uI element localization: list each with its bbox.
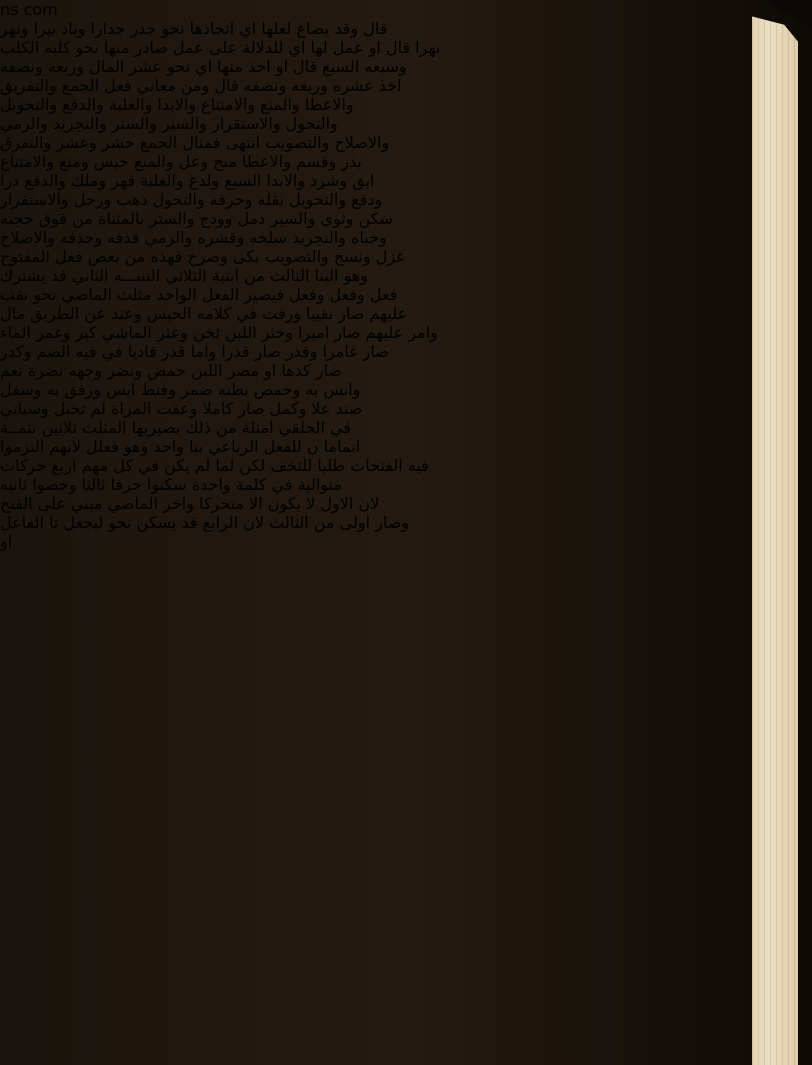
body-text: متوالية في كلمة واحدة سكنوا حرفا ثالثا وخصوا ثانيه <box>0 475 342 494</box>
manuscript-line-6 <box>0 114 812 133</box>
rubricated-text: فمثال <box>182 133 221 152</box>
manuscript-line-21 <box>0 399 812 418</box>
manuscript-line-19 <box>0 361 812 380</box>
binding-edge <box>0 0 14 1065</box>
body-text: والاعطا والمنع والامتناع والابدا والغلبة والدفع والتحويل <box>0 95 354 114</box>
body-text: قد يشترك <box>0 266 72 285</box>
manuscript-line-20 <box>0 380 812 399</box>
manuscript-line-11 <box>0 209 812 228</box>
manuscript-line-25 <box>0 475 812 494</box>
body-text: نهرا قال او عمل لها اي للدلالة على عمل صادر منها نحو كلبه الكلب <box>0 38 441 57</box>
manuscript-line-13 <box>0 247 812 266</box>
body-text: وصار اولى من الثالث لان الرابع قد يسكن نحو ليجعل تا الفاعل <box>0 513 410 532</box>
body-text: وسبعه السبع قال او اخذ منها اي نحو عشر المال وربعه ونصفه <box>0 57 407 76</box>
body-text: لان الاول لا يكون الا متحركا واخر الماضي مبني على الفتح <box>0 494 380 513</box>
rubricated-text: التنبـــه الثاني <box>71 266 161 285</box>
body-text: وانس به وحمص بطنه ضمر وفنط ايس ورفق به وسفل <box>0 380 361 399</box>
body-text: وهو البنا الثالث من ابنية الثلاثي <box>160 266 368 285</box>
body-text: غزل ونسج والتصويب بكى وصرخ فهذه من بعض فعل المفتوح <box>0 247 405 266</box>
manuscript-line-15 <box>0 285 812 304</box>
body-text: والاصلاح والتصويب انتهى <box>220 133 390 152</box>
body-text: الجمع حشر وعشر والتفرق <box>0 133 183 152</box>
catchword-mark: او <box>0 532 13 551</box>
rubricated-text: تتمــة <box>0 418 37 437</box>
body-text: سكن وثوى والسير دمل وودج والستر بالمثناة من فوق حجبه <box>0 209 393 228</box>
body-text: وامر عليهم صار اميرا وخثر اللبن ثخن وعثر الماشي كبر وغمر الماء <box>0 323 438 342</box>
body-text: اخذ عشره وربعه ونصفه قال ومن معاني فعل الجمع والتفريق <box>0 76 402 95</box>
site-watermark-text: ns com <box>0 0 58 19</box>
body-text: فيه الفتحات طلبا للتخف لكن لما لم يكن في كل مهم اربع حركات <box>0 456 429 475</box>
manuscript-line-9 <box>0 171 812 190</box>
manuscript-line-4 <box>0 76 812 95</box>
body-text: ابق وشرد والابدا السبع ولدغ والغلبة قهر وملك والدفع درا <box>0 171 375 190</box>
body-text: وخباه والتجريد سلخه وقشره والرمي قذفه وحذفه والاصلاح <box>0 228 387 247</box>
body-text: والتحول والاستقرار والسير والستر والتجريد والرمي <box>0 114 338 133</box>
manuscript-line-27 <box>0 513 812 532</box>
body-text: فعل وفعل وفعل فيصير الفعل الواحد مثلث الماضي نحو نقب <box>0 285 398 304</box>
book-fore-edge <box>752 10 798 1065</box>
body-text: في الحلقي امثلة من ذلك بصيريها المثلث ثلاثين <box>36 418 352 437</box>
body-text: ودفع والتحويل نقله وحرفه والتحول ذهب ورحل والاستقرار <box>0 190 383 209</box>
body-text: صند علا وكمل صار كاملا وعقت المراة لم تحبل وسياتي <box>0 399 363 418</box>
body-text: صار كدها او مصر اللبن حمض ونضر وجهه نضرة نعم <box>0 361 342 380</box>
manuscript-line-1 <box>0 19 812 38</box>
body-text: عليهم صار نقيبا ورفت في كلامه الحبس وعند عن الطريق مال <box>0 304 408 323</box>
manuscript-line-8 <box>0 152 812 171</box>
manuscript-line-22 <box>0 418 812 437</box>
body-text: بذر وقسم والاعطا منح وعل والمنع حبس ومتع والامتناع <box>0 152 362 171</box>
manuscript-line-23 <box>0 437 812 456</box>
manuscript-line-16 <box>0 304 812 323</box>
manuscript-text-block <box>0 19 812 532</box>
manuscript-line-7 <box>0 133 812 152</box>
manuscript-line-3 <box>0 57 812 76</box>
manuscript-line-5 <box>0 95 812 114</box>
manuscript-line-26 <box>0 494 812 513</box>
manuscript-line-10 <box>0 190 812 209</box>
manuscript-line-24 <box>0 456 812 475</box>
body-text: قال وقد يصاغ لعلها اي اتخاذها نحو جدر جدارا وباد بيرا ونهر <box>0 19 388 38</box>
body-text: صار غامرا وقذر صار قذرا واما قذر فاديا في فيه الضم وكدر <box>0 342 389 361</box>
manuscript-line-14 <box>0 266 812 285</box>
manuscript-line-12 <box>0 228 812 247</box>
manuscript-line-18 <box>0 342 812 361</box>
manuscript-line-17 <box>0 323 812 342</box>
body-text: اتماما ن للفعل الرباعي بنا واحد وهو فعلل لانهم التزموا <box>0 437 361 456</box>
manuscript-line-2 <box>0 38 812 57</box>
